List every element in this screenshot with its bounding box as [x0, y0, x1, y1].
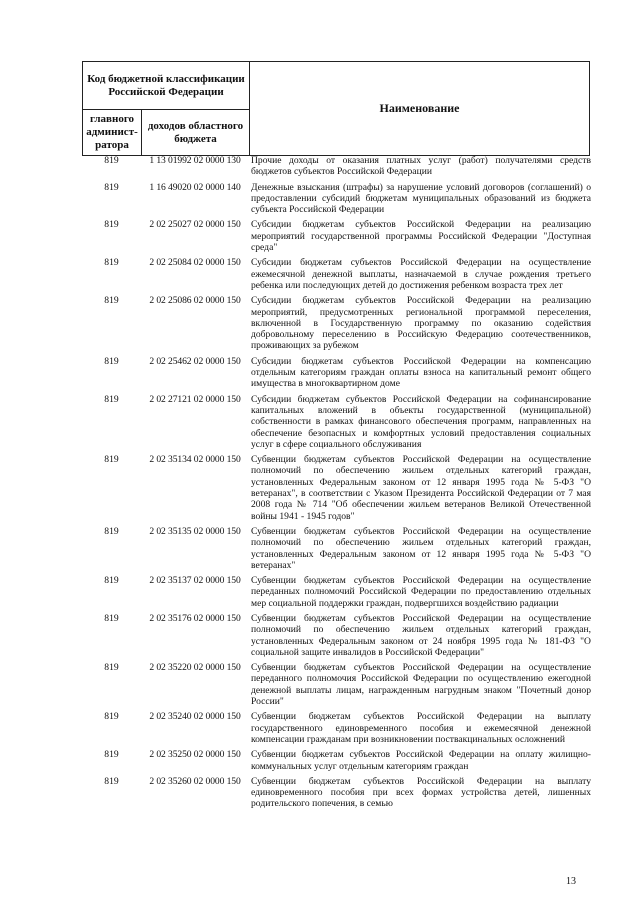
- table-row: [82, 613, 592, 662]
- header-admin: главного админист-ратора: [83, 110, 142, 156]
- income-name: Субвенции бюджетам субъектов Российской Федерации на выплату единовременного пособия при всех формах устройства детей, лишенных родительского попечения, в семью: [251, 775, 591, 810]
- income-name: Субсидии бюджетам субъектов Российской Федерации на реализацию мероприятий, предусмотренных региональной программой переселения, включенной в Государственную программу по оказанию содействия добровольному переселению в Российскую Федерацию соотечественников, проживающих за рубежом: [251, 295, 591, 352]
- income-name: Субсидии бюджетам субъектов Российской Федерации на компенсацию отдельным категориям граждан оплаты взноса на капитальный ремонт общего имущества в многоквартирном доме: [251, 355, 591, 390]
- income-name: Прочие доходы от оказания платных услуг (работ) получателями средств бюджетов субъектов Российской Федерации: [251, 155, 591, 178]
- admin-code: 819: [104, 454, 119, 466]
- income-name: Субвенции бюджетам субъектов Российской Федерации на осуществление полномочий по обеспечению жильем отдельных категорий граждан, установленных Федеральным законом от 24 ноября 1995 года № 181-ФЗ "О социальной защите инвалидов в Российской Федерации": [251, 612, 591, 658]
- income-name: Денежные взыскания (штрафы) за нарушение условий договоров (соглашений) о предоставлении субсидий бюджетам муниципальных образований из бюджета субъекта Российской Федерации: [251, 181, 591, 216]
- income-code: 2 02 35134 02 0000 150: [149, 454, 241, 466]
- income-code: 1 16 49020 02 0000 140: [149, 181, 241, 193]
- table-header: [82, 61, 590, 156]
- header-code-group: Код бюджетной классификации Российской Федерации: [83, 62, 250, 110]
- income-code: 2 02 25027 02 0000 150: [149, 219, 241, 231]
- admin-code: 819: [104, 749, 119, 761]
- admin-code: 819: [104, 393, 119, 405]
- income-name: Субсидии бюджетам субъектов Российской Федерации на софинансирование капитальных вложений в объекты государственной (муниципальной) собственности в рамках финансового обеспечения программ, направленных на обеспечение безопасных и комфортных условий предоставления социальных услуг в сфере социального обслуживания: [251, 393, 591, 450]
- header-name: Наименование: [250, 62, 590, 156]
- admin-code: 819: [104, 711, 119, 723]
- income-code: 2 02 25462 02 0000 150: [149, 355, 241, 367]
- admin-code: 819: [104, 355, 119, 367]
- table-row: [82, 454, 592, 526]
- admin-code: 819: [104, 525, 119, 537]
- income-name: Субвенции бюджетам субъектов Российской Федерации на оплату жилищно-коммунальных услуг отдельным категориям граждан: [251, 749, 591, 772]
- table-row: [82, 219, 592, 257]
- income-code: 2 02 27121 02 0000 150: [149, 393, 241, 405]
- admin-code: 819: [104, 662, 119, 674]
- table-body: [82, 155, 592, 814]
- income-name: Субвенции бюджетам субъектов Российской Федерации на осуществление переданного полномочия Российской Федерации по осуществлению ежегодной денежной выплаты лицам, награжденным нагрудным знаком "Почетный донор России": [251, 662, 591, 708]
- income-code: 2 02 35137 02 0000 150: [149, 575, 241, 587]
- admin-code: 819: [104, 155, 119, 166]
- table-row: [82, 257, 592, 295]
- admin-code: 819: [104, 181, 119, 193]
- income-code: 2 02 35176 02 0000 150: [149, 612, 241, 624]
- table-row: [82, 575, 592, 613]
- table-row: [82, 182, 592, 220]
- admin-code: 819: [104, 775, 119, 787]
- income-code: 2 02 35240 02 0000 150: [149, 711, 241, 723]
- income-code: 2 02 25084 02 0000 150: [149, 257, 241, 269]
- admin-code: 819: [104, 295, 119, 307]
- income-code: 1 13 01992 02 0000 130: [149, 155, 241, 166]
- admin-code: 819: [104, 612, 119, 624]
- table-row: [82, 295, 592, 355]
- admin-code: 819: [104, 219, 119, 231]
- income-code: 2 02 35260 02 0000 150: [149, 775, 241, 787]
- income-code: 2 02 35250 02 0000 150: [149, 749, 241, 761]
- income-name: Субсидии бюджетам субъектов Российской Федерации на реализацию мероприятий государственной программы Российской Федерации "Доступная среда": [251, 219, 591, 254]
- income-name: Субвенции бюджетам субъектов Российской Федерации на осуществление переданных полномочий Российской Федерации по предоставлению отдельных мер социальной поддержки граждан, подвергшихся воздействию радиации: [251, 575, 591, 609]
- table-row: [82, 776, 592, 814]
- page-number: 13: [566, 876, 576, 887]
- header-income: доходов областного бюджета: [142, 110, 250, 156]
- income-name: Субвенции бюджетам субъектов Российской Федерации на выплату государственного единовременного пособия и ежемесячной денежной компенсации гражданам при возникновении поствакцинальных осложнений: [251, 711, 591, 745]
- table-row: [82, 749, 592, 776]
- income-name: Субвенции бюджетам субъектов Российской Федерации на осуществление полномочий по обеспечению жильем отдельных категорий граждан, установленных Федеральным законом от 12 января 1995 года № 5-ФЗ "О ветеранах", в соответствии с Указом Президента Российской Федерации от 7 мая 2008 года № 714 "Об обеспечении жильем ветеранов Великой Отечественной войны 1941 - 1945 годов": [251, 454, 591, 522]
- income-code: 2 02 25086 02 0000 150: [149, 295, 241, 307]
- income-name: Субсидии бюджетам субъектов Российской Федерации на осуществление ежемесячной денежной выплаты, назначаемой в случае рождения третьего ребенка или последующих детей до достижения ребенком возраста трех лет: [251, 257, 591, 291]
- income-code: 2 02 35220 02 0000 150: [149, 662, 241, 674]
- table-row: [82, 356, 592, 394]
- table-row: [82, 662, 592, 711]
- admin-code: 819: [104, 575, 119, 587]
- table-row: [82, 526, 592, 575]
- table-row: [82, 155, 592, 182]
- table-row: [82, 711, 592, 749]
- table-row: [82, 394, 592, 454]
- admin-code: 819: [104, 257, 119, 269]
- income-code: 2 02 35135 02 0000 150: [149, 525, 241, 537]
- income-name: Субвенции бюджетам субъектов Российской Федерации на осуществление полномочий по обеспечению жильем отдельных категорий граждан, установленных Федеральным законом от 12 января 1995 года № 5-ФЗ "О ветеранах": [251, 525, 591, 571]
